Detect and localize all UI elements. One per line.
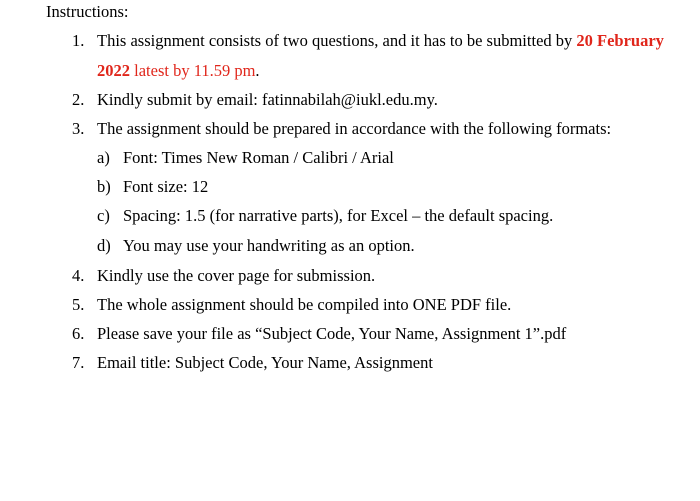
item-number: 4. bbox=[72, 266, 85, 285]
item-text: Please save your file as “Subject Code, Your Name, Assignment 1”.pdf bbox=[97, 324, 567, 343]
item-number: 3. bbox=[72, 119, 85, 138]
item-text: Email title: Subject Code, Your Name, Assignment bbox=[97, 353, 433, 372]
deadline-year: 2022 bbox=[97, 61, 130, 80]
sub-item-label: c) bbox=[97, 206, 110, 225]
item-number: 7. bbox=[72, 353, 85, 372]
item-text: The assignment should be prepared in accordance with the following formats: bbox=[97, 119, 612, 138]
item-text-end: . bbox=[255, 61, 260, 80]
item-text bbox=[97, 30, 664, 52]
item-text bbox=[97, 60, 260, 82]
item-text: Kindly submit by email: fatinnabilah@iukl.edu.my. bbox=[97, 90, 438, 109]
sub-item-label: d) bbox=[97, 236, 111, 255]
deadline-date: 20 February bbox=[576, 31, 664, 50]
item-number: 1. bbox=[72, 31, 85, 50]
item-text-part: This assignment consists of two questions, and it has to be submitted by bbox=[97, 31, 577, 50]
sub-item-label: a) bbox=[97, 148, 110, 167]
sub-item-label: b) bbox=[97, 177, 111, 196]
item-number: 2. bbox=[72, 90, 85, 109]
item-text: The whole assignment should be compiled into ONE PDF file. bbox=[97, 295, 512, 314]
sub-item-text: Spacing: 1.5 (for narrative parts), for Excel – the default spacing. bbox=[123, 206, 554, 225]
sub-item-text: Font: Times New Roman / Calibri / Arial bbox=[123, 148, 394, 167]
instructions-heading: Instructions: bbox=[46, 2, 129, 21]
sub-item-text: You may use your handwriting as an option. bbox=[123, 236, 415, 255]
item-text: Kindly use the cover page for submission. bbox=[97, 266, 376, 285]
sub-item-text: Font size: 12 bbox=[123, 177, 209, 196]
item-number: 6. bbox=[72, 324, 85, 343]
item-number: 5. bbox=[72, 295, 85, 314]
deadline-time: latest by 11.59 pm bbox=[130, 61, 256, 80]
